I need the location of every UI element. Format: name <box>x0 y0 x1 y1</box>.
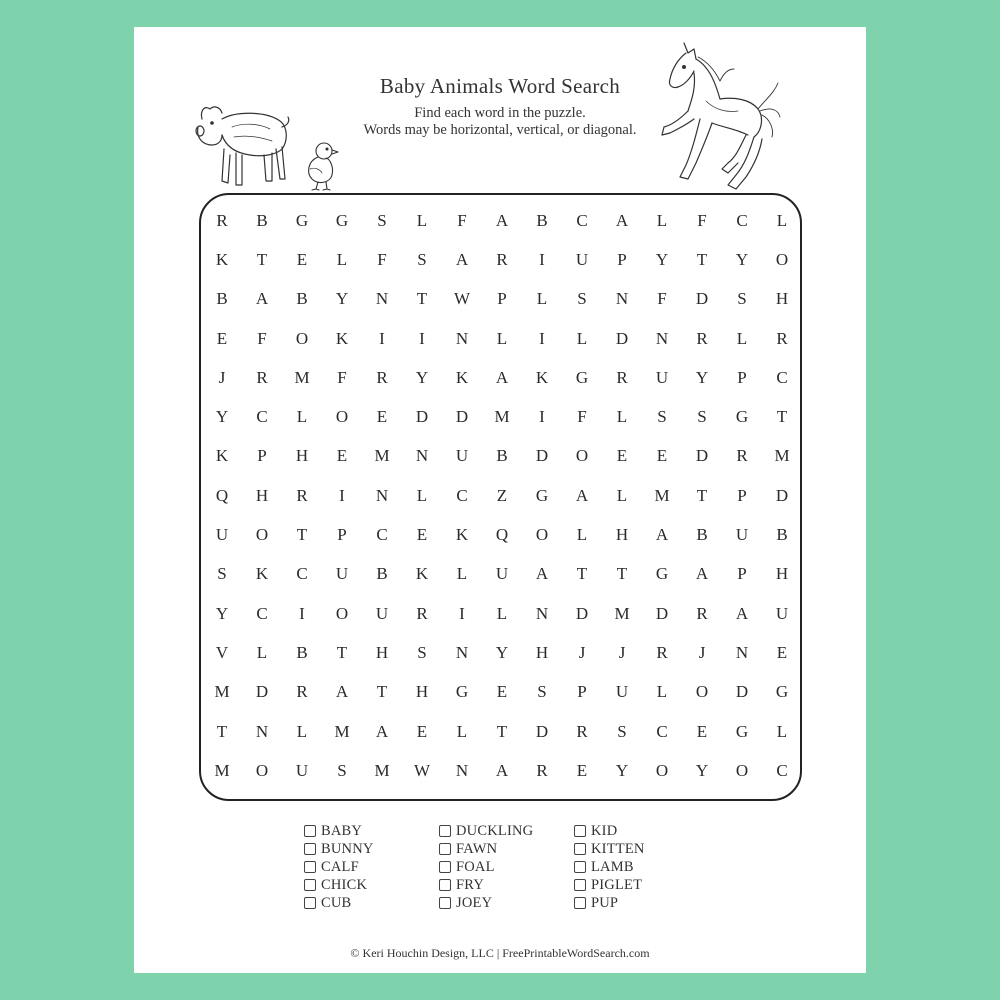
grid-letter[interactable]: B <box>776 525 788 545</box>
grid-letter[interactable]: F <box>457 210 467 230</box>
grid-letter[interactable]: L <box>496 603 508 623</box>
grid-letter[interactable]: S <box>737 289 747 309</box>
grid-letter[interactable]: D <box>535 446 549 466</box>
grid-letter[interactable]: L <box>536 289 548 309</box>
grid-letter[interactable]: A <box>255 289 269 309</box>
grid-letter[interactable]: J <box>698 642 706 662</box>
grid-letter[interactable]: O <box>255 525 269 545</box>
grid-letter[interactable]: O <box>655 760 669 780</box>
grid-letter[interactable]: G <box>735 407 749 427</box>
word-label: CALF <box>321 858 359 875</box>
grid-letter[interactable]: W <box>413 760 431 780</box>
word-column <box>304 822 439 912</box>
grid-letter[interactable]: F <box>657 289 667 309</box>
grid-letter[interactable]: A <box>735 603 749 623</box>
grid-letter[interactable]: A <box>575 485 589 505</box>
grid-letter[interactable]: E <box>416 525 428 545</box>
grid-letter[interactable]: N <box>375 485 389 505</box>
grid-letter[interactable]: M <box>654 485 670 505</box>
grid-letter[interactable]: B <box>496 446 508 466</box>
grid-letter[interactable]: D <box>655 603 669 623</box>
grid-letter[interactable]: Y <box>495 642 509 662</box>
word-checkbox[interactable] <box>574 897 586 909</box>
grid-letter[interactable]: L <box>576 328 588 348</box>
grid-letter[interactable]: C <box>456 485 468 505</box>
grid-letter[interactable]: V <box>215 642 229 662</box>
grid-letter[interactable]: T <box>576 564 588 584</box>
grid-letter[interactable]: L <box>256 642 268 662</box>
grid-letter[interactable]: S <box>657 407 667 427</box>
grid-letter[interactable]: L <box>656 682 668 702</box>
grid-letter[interactable]: R <box>696 328 708 348</box>
grid-letter[interactable]: P <box>257 446 267 466</box>
word-label: KID <box>591 822 618 839</box>
grid-letter[interactable]: U <box>295 760 309 780</box>
grid-letter[interactable]: R <box>616 367 628 387</box>
page-title: Baby Animals Word Search <box>379 74 621 98</box>
grid-letter[interactable]: O <box>335 603 349 623</box>
grid-letter[interactable]: L <box>656 210 668 230</box>
grid-letter[interactable]: T <box>696 485 708 505</box>
grid-letter[interactable]: A <box>455 249 469 269</box>
grid-letter[interactable]: P <box>497 289 507 309</box>
grid-letter[interactable]: S <box>577 289 587 309</box>
grid-letter[interactable]: C <box>736 210 748 230</box>
grid-letter[interactable]: R <box>536 760 548 780</box>
grid-letter[interactable]: T <box>376 682 388 702</box>
grid-letter[interactable]: C <box>256 407 268 427</box>
grid-letter[interactable]: P <box>577 682 587 702</box>
word-list-item <box>304 894 439 912</box>
grid-letter[interactable]: O <box>295 328 309 348</box>
chick-illustration <box>300 139 344 191</box>
grid-letter[interactable]: R <box>296 485 308 505</box>
grid-letter[interactable]: N <box>455 760 469 780</box>
word-label: DUCKLING <box>456 822 534 839</box>
grid-letter[interactable]: H <box>255 485 269 505</box>
grid-letter[interactable]: L <box>496 328 508 348</box>
grid-letter[interactable]: L <box>296 407 308 427</box>
grid-letter[interactable]: Y <box>215 603 229 623</box>
grid-letter[interactable]: E <box>696 721 708 741</box>
grid-letter[interactable]: C <box>776 760 788 780</box>
grid-letter[interactable]: F <box>377 249 387 269</box>
word-label: CHICK <box>321 876 368 893</box>
grid-letter[interactable]: D <box>775 485 789 505</box>
grid-letter[interactable]: M <box>294 367 310 387</box>
grid-letter[interactable]: T <box>776 407 788 427</box>
grid-letter[interactable]: T <box>256 249 268 269</box>
grid-letter[interactable]: M <box>494 407 510 427</box>
word-label: PUP <box>591 894 619 911</box>
grid-letter[interactable]: T <box>216 721 228 741</box>
grid-letter[interactable]: D <box>735 682 749 702</box>
grid-letter[interactable]: N <box>535 603 549 623</box>
word-checkbox[interactable] <box>439 879 451 891</box>
word-list-item <box>304 822 439 840</box>
grid-letter[interactable]: L <box>336 249 348 269</box>
grid-letter[interactable]: D <box>575 603 589 623</box>
grid-letter[interactable]: Y <box>695 760 709 780</box>
grid-letter[interactable]: J <box>618 642 626 662</box>
word-checkbox[interactable] <box>439 861 451 873</box>
word-checkbox[interactable] <box>574 861 586 873</box>
grid-letter[interactable]: H <box>415 682 429 702</box>
grid-letter[interactable]: Z <box>496 485 508 505</box>
word-label: FRY <box>456 876 485 893</box>
grid-letter[interactable]: E <box>216 328 228 348</box>
grid-letter[interactable]: A <box>615 210 629 230</box>
grid-letter[interactable]: R <box>296 682 308 702</box>
word-checkbox[interactable] <box>574 879 586 891</box>
grid-letter[interactable]: B <box>296 289 308 309</box>
grid-letter[interactable]: S <box>417 642 427 662</box>
grid-letter[interactable]: Y <box>415 367 429 387</box>
grid-letter[interactable]: A <box>495 367 509 387</box>
grid-letter[interactable]: U <box>575 249 589 269</box>
grid-letter[interactable]: P <box>737 485 747 505</box>
grid-letter[interactable]: E <box>296 249 308 269</box>
grid-letter[interactable]: G <box>295 210 309 230</box>
grid-letter[interactable]: R <box>576 721 588 741</box>
grid-letter[interactable]: O <box>535 525 549 545</box>
grid-letter[interactable]: B <box>296 642 308 662</box>
grid-letter[interactable]: U <box>375 603 389 623</box>
grid-letter[interactable]: L <box>576 525 588 545</box>
grid-letter[interactable]: K <box>455 525 469 545</box>
grid-letter[interactable]: K <box>535 367 549 387</box>
grid-letter[interactable]: E <box>376 407 388 427</box>
word-checkbox[interactable] <box>304 861 316 873</box>
grid-letter[interactable]: U <box>615 682 629 702</box>
grid-letter[interactable]: G <box>535 485 549 505</box>
grid-letter[interactable]: E <box>576 760 588 780</box>
grid-letter[interactable]: K <box>455 367 469 387</box>
grid-letter[interactable]: O <box>255 760 269 780</box>
grid-letter[interactable]: R <box>216 210 228 230</box>
word-checkbox[interactable] <box>304 897 316 909</box>
grid-letter[interactable]: U <box>495 564 509 584</box>
grid-letter[interactable]: E <box>616 446 628 466</box>
grid-letter[interactable]: M <box>614 603 630 623</box>
grid-letter[interactable]: F <box>257 328 267 348</box>
grid-letter[interactable]: A <box>335 682 349 702</box>
word-list-item <box>574 894 709 912</box>
grid-letter[interactable]: N <box>655 328 669 348</box>
word-list-item <box>574 876 709 894</box>
grid-letter[interactable]: D <box>615 328 629 348</box>
grid-letter[interactable]: H <box>615 525 629 545</box>
word-label: FOAL <box>456 858 495 875</box>
grid-letter[interactable]: C <box>776 367 788 387</box>
word-column <box>574 822 709 912</box>
grid-letter[interactable]: G <box>335 210 349 230</box>
grid-letter[interactable]: J <box>578 642 586 662</box>
grid-letter[interactable]: F <box>337 367 347 387</box>
grid-letter[interactable]: A <box>535 564 549 584</box>
grid-letter[interactable]: B <box>216 289 228 309</box>
word-list-item <box>574 840 709 858</box>
word-label: BUNNY <box>321 840 374 857</box>
grid-letter[interactable]: H <box>375 642 389 662</box>
grid-letter[interactable]: K <box>215 446 229 466</box>
grid-letter[interactable]: Y <box>615 760 629 780</box>
grid-letter[interactable]: O <box>335 407 349 427</box>
grid-letter[interactable]: G <box>455 682 469 702</box>
grid-letter[interactable]: O <box>575 446 589 466</box>
grid-letter[interactable]: L <box>776 721 788 741</box>
grid-letter[interactable]: P <box>617 249 627 269</box>
word-label: BABY <box>321 822 363 839</box>
grid-letter[interactable]: Y <box>335 289 349 309</box>
grid-letter[interactable]: G <box>735 721 749 741</box>
word-label: CUB <box>321 894 352 911</box>
grid-letter[interactable]: S <box>537 682 547 702</box>
grid-letter[interactable]: M <box>214 682 230 702</box>
word-checkbox[interactable] <box>439 843 451 855</box>
grid-letter[interactable]: H <box>775 564 789 584</box>
word-checkbox[interactable] <box>574 843 586 855</box>
grid-letter[interactable]: D <box>415 407 429 427</box>
grid-letter[interactable]: M <box>374 446 390 466</box>
word-checkbox[interactable] <box>304 843 316 855</box>
grid-letter[interactable]: U <box>735 525 749 545</box>
grid-letter[interactable]: K <box>335 328 349 348</box>
grid-letter[interactable]: C <box>656 721 668 741</box>
grid-letter[interactable]: U <box>215 525 229 545</box>
grid-letter[interactable]: S <box>417 249 427 269</box>
grid-letter[interactable]: E <box>336 446 348 466</box>
grid-letter[interactable]: I <box>539 407 545 427</box>
word-list-item <box>304 858 439 876</box>
grid-letter[interactable]: D <box>535 721 549 741</box>
grid-letter[interactable]: N <box>455 328 469 348</box>
grid-letter[interactable]: P <box>337 525 347 545</box>
grid-letter[interactable]: U <box>335 564 349 584</box>
grid-letter[interactable]: H <box>295 446 309 466</box>
grid-letter[interactable]: B <box>376 564 388 584</box>
grid-letter[interactable]: B <box>696 525 708 545</box>
grid-letter[interactable]: N <box>415 446 429 466</box>
grid-letter[interactable]: L <box>296 721 308 741</box>
grid-letter[interactable]: R <box>776 328 788 348</box>
word-list-item <box>439 894 574 912</box>
word-list-item <box>439 858 574 876</box>
grid-letter[interactable]: S <box>697 407 707 427</box>
copyright-footer: © Keri Houchin Design, LLC | FreePrintableWordSearch.com <box>350 946 650 960</box>
word-label: FAWN <box>456 840 498 857</box>
word-list <box>304 822 709 912</box>
grid-letter[interactable]: R <box>696 603 708 623</box>
word-list-item <box>304 876 439 894</box>
grid-letter[interactable]: T <box>296 525 308 545</box>
grid-letter[interactable]: T <box>496 721 508 741</box>
grid-letter[interactable]: A <box>375 721 389 741</box>
grid-letter[interactable]: I <box>419 328 425 348</box>
grid-letter[interactable]: I <box>539 249 545 269</box>
grid-letter[interactable]: U <box>455 446 469 466</box>
grid-letter[interactable]: D <box>255 682 269 702</box>
grid-letter[interactable]: G <box>655 564 669 584</box>
grid-letter[interactable]: L <box>616 485 628 505</box>
grid-letter[interactable]: I <box>379 328 385 348</box>
grid-letter[interactable]: L <box>456 721 468 741</box>
grid-letter[interactable]: C <box>576 210 588 230</box>
grid-letter[interactable]: R <box>416 603 428 623</box>
grid-letter[interactable]: D <box>695 446 709 466</box>
word-list-item <box>439 822 574 840</box>
word-label: LAMB <box>591 858 634 875</box>
grid-letter[interactable]: R <box>376 367 388 387</box>
grid-letter[interactable]: E <box>496 682 508 702</box>
grid-letter[interactable]: C <box>256 603 268 623</box>
grid-letter[interactable]: O <box>695 682 709 702</box>
word-label: KITTEN <box>591 840 645 857</box>
grid-letter[interactable]: L <box>776 210 788 230</box>
grid-letter[interactable]: M <box>214 760 230 780</box>
grid-letter[interactable]: L <box>736 328 748 348</box>
grid-letter[interactable]: A <box>695 564 709 584</box>
grid-letter[interactable]: Y <box>695 367 709 387</box>
grid-letter[interactable]: R <box>496 249 508 269</box>
grid-letter[interactable]: N <box>255 721 269 741</box>
grid-letter[interactable]: F <box>697 210 707 230</box>
grid-letter[interactable]: M <box>774 446 790 466</box>
word-checkbox[interactable] <box>439 825 451 837</box>
grid-letter[interactable]: R <box>656 642 668 662</box>
grid-letter[interactable]: B <box>256 210 268 230</box>
grid-letter[interactable]: L <box>416 210 428 230</box>
grid-letter[interactable]: B <box>536 210 548 230</box>
grid-letter[interactable]: T <box>336 642 348 662</box>
grid-letter[interactable]: E <box>656 446 668 466</box>
grid-letter[interactable]: S <box>617 721 627 741</box>
word-list-item <box>439 840 574 858</box>
word-checkbox[interactable] <box>304 879 316 891</box>
grid-letter[interactable]: E <box>776 642 788 662</box>
grid-letter[interactable]: K <box>415 564 429 584</box>
grid-letter[interactable]: O <box>775 249 789 269</box>
grid-letter[interactable]: N <box>455 642 469 662</box>
grid-letter[interactable]: N <box>735 642 749 662</box>
grid-letter[interactable]: M <box>374 760 390 780</box>
word-list-item <box>439 876 574 894</box>
word-list-item <box>304 840 439 858</box>
grid-letter[interactable]: D <box>695 289 709 309</box>
grid-letter[interactable]: I <box>299 603 305 623</box>
word-checkbox[interactable] <box>304 825 316 837</box>
word-label: JOEY <box>456 894 493 911</box>
grid-letter[interactable]: S <box>377 210 387 230</box>
grid-letter[interactable]: U <box>775 603 789 623</box>
grid-letter[interactable]: A <box>495 760 509 780</box>
word-checkbox[interactable] <box>439 897 451 909</box>
grid-letter[interactable]: T <box>696 249 708 269</box>
grid-letter[interactable]: W <box>453 289 471 309</box>
grid-letter[interactable]: D <box>455 407 469 427</box>
grid-letter[interactable]: I <box>539 328 545 348</box>
grid-letter[interactable]: P <box>737 564 747 584</box>
grid-letter[interactable]: L <box>416 485 428 505</box>
grid-letter[interactable]: C <box>376 525 388 545</box>
instruction-line-2: Words may be horizontal, vertical, or diagonal. <box>363 122 637 138</box>
grid-letter[interactable]: I <box>339 485 345 505</box>
grid-letter[interactable]: N <box>375 289 389 309</box>
letter-grid <box>202 201 802 801</box>
grid-letter[interactable]: G <box>575 367 589 387</box>
grid-letter[interactable]: C <box>296 564 308 584</box>
grid-letter[interactable]: G <box>775 682 789 702</box>
grid-letter[interactable]: H <box>535 642 549 662</box>
grid-letter[interactable]: T <box>416 289 428 309</box>
grid-letter[interactable]: M <box>334 721 350 741</box>
grid-letter[interactable]: L <box>456 564 468 584</box>
word-list-item <box>574 822 709 840</box>
grid-letter[interactable]: Q <box>215 485 229 505</box>
grid-letter[interactable]: L <box>616 407 628 427</box>
grid-letter[interactable]: N <box>615 289 629 309</box>
instruction-line-1: Find each word in the puzzle. <box>414 105 586 121</box>
grid-letter[interactable]: P <box>737 367 747 387</box>
grid-letter[interactable]: S <box>217 564 227 584</box>
grid-letter[interactable]: Y <box>215 407 229 427</box>
word-label: PIGLET <box>591 876 643 893</box>
word-column <box>439 822 574 912</box>
grid-letter[interactable]: A <box>495 210 509 230</box>
grid-letter[interactable]: U <box>655 367 669 387</box>
grid-letter[interactable]: J <box>218 367 226 387</box>
word-list-item <box>574 858 709 876</box>
grid-letter[interactable]: O <box>735 760 749 780</box>
grid-letter[interactable]: H <box>775 289 789 309</box>
grid-letter[interactable]: Y <box>735 249 749 269</box>
grid-letter[interactable]: R <box>736 446 748 466</box>
grid-letter[interactable]: I <box>459 603 465 623</box>
word-checkbox[interactable] <box>574 825 586 837</box>
grid-letter[interactable]: K <box>255 564 269 584</box>
grid-letter[interactable]: Q <box>495 525 509 545</box>
grid-letter[interactable]: Y <box>655 249 669 269</box>
grid-letter[interactable]: A <box>655 525 669 545</box>
grid-letter[interactable]: T <box>616 564 628 584</box>
worksheet <box>134 27 866 973</box>
grid-letter[interactable]: E <box>416 721 428 741</box>
grid-letter[interactable]: K <box>215 249 229 269</box>
grid-letter[interactable]: F <box>577 407 587 427</box>
grid-letter[interactable]: S <box>337 760 347 780</box>
grid-letter[interactable]: R <box>256 367 268 387</box>
